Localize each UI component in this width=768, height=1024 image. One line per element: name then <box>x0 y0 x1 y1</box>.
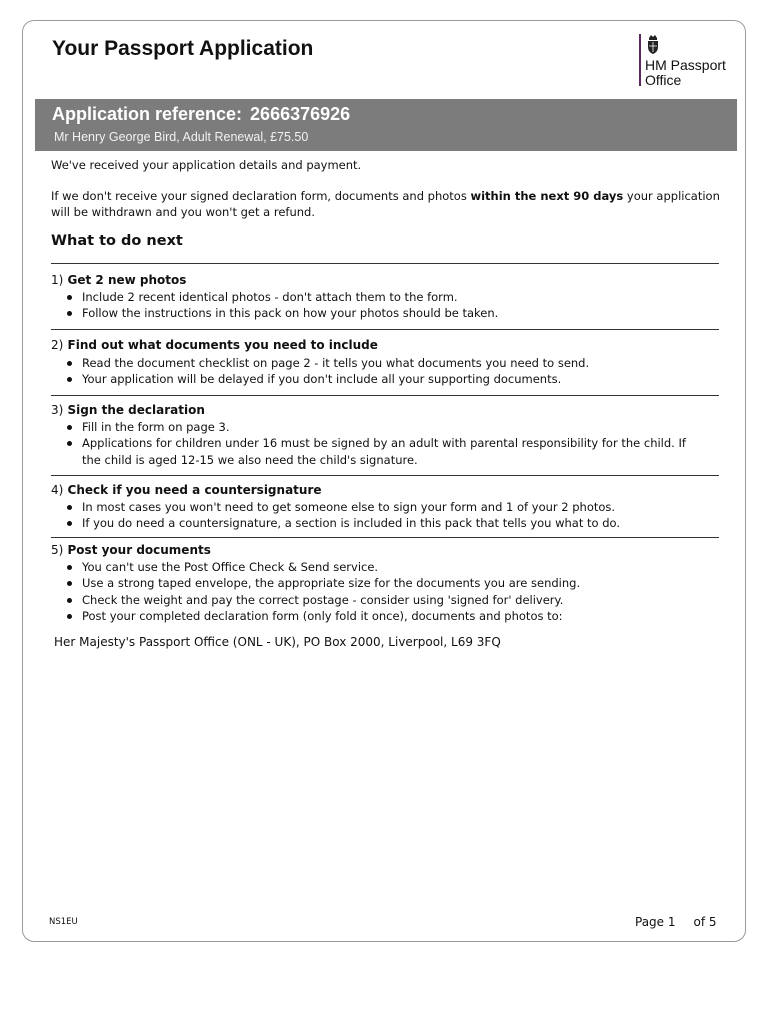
list-item: Fill in the form on page 3. <box>51 419 696 435</box>
divider <box>51 395 719 396</box>
application-reference <box>52 104 350 125</box>
step-number: 2) <box>51 338 64 352</box>
step-5-title <box>51 543 211 557</box>
step-4-title <box>51 483 322 497</box>
list-item: Use a strong taped envelope, the appropriate size for the documents you are sending. <box>51 575 711 591</box>
step-heading: Post your documents <box>67 543 211 557</box>
logo-divider <box>639 34 641 86</box>
withdrawal-warning <box>51 188 721 220</box>
received-message: We've received your application details and payment. <box>51 158 362 172</box>
list-item: If you do need a countersignature, a section is included in this pack that tells you what to do. <box>51 515 711 531</box>
reference-number: 2666376926 <box>250 104 351 124</box>
form-code: NS1EU <box>49 917 78 927</box>
list-item: In most cases you won't need to get someone else to sign your form and 1 of your 2 photos. <box>51 499 711 515</box>
step-heading: Find out what documents you need to include <box>67 338 378 352</box>
step-heading: Get 2 new photos <box>67 273 187 287</box>
list-item: Post your completed declaration form (only fold it once), documents and photos to: <box>51 608 711 624</box>
list-item: You can't use the Post Office Check & Send service. <box>51 559 711 575</box>
divider <box>51 329 719 330</box>
step-3-title <box>51 403 205 417</box>
list-item: Read the document checklist on page 2 - it tells you what documents you need to send. <box>51 355 711 371</box>
divider <box>51 475 719 476</box>
page-total: of 5 <box>693 915 717 929</box>
step-number: 4) <box>51 483 64 497</box>
step-heading: Sign the declaration <box>67 403 205 417</box>
applicant-summary: Mr Henry George Bird, Adult Renewal, £75.50 <box>54 130 309 144</box>
step-3-list <box>51 419 696 468</box>
page-label: Page 1 <box>635 915 676 929</box>
divider <box>51 263 719 264</box>
list-item: Include 2 recent identical photos - don't attach them to the form. <box>51 289 711 305</box>
list-item: Check the weight and pay the correct postage - consider using 'signed for' delivery. <box>51 592 711 608</box>
list-item: Follow the instructions in this pack on how your photos should be taken. <box>51 305 711 321</box>
step-2-title <box>51 338 378 352</box>
step-1-list <box>51 289 711 322</box>
divider <box>51 537 719 538</box>
royal-crest-icon <box>645 34 661 56</box>
step-5-list <box>51 559 711 624</box>
list-item: Applications for children under 16 must be signed by an adult with parental responsibility for the child. If the child is aged 12-15 we also need the child's signature. <box>51 435 696 468</box>
step-2-list <box>51 355 711 388</box>
step-number: 5) <box>51 543 64 557</box>
next-steps-heading: What to do next <box>51 233 183 249</box>
reference-banner <box>35 99 737 151</box>
hm-passport-office-logo <box>639 34 739 90</box>
reference-label: Application reference: <box>52 104 243 124</box>
step-heading: Check if you need a countersignature <box>67 483 322 497</box>
postal-address: Her Majesty's Passport Office (ONL - UK), PO Box 2000, Liverpool, L69 3FQ <box>54 635 501 649</box>
warning-text-start: If we don't receive your signed declaration form, documents and photos <box>51 189 471 203</box>
warning-text-end: your application will be withdrawn and you won't get a refund. <box>51 189 720 219</box>
logo-text: HM Passport Office <box>645 57 726 88</box>
step-number: 1) <box>51 273 64 287</box>
page-title: Your Passport Application <box>52 37 314 60</box>
list-item: Your application will be delayed if you don't include all your supporting documents. <box>51 371 711 387</box>
page-number <box>635 915 717 929</box>
step-number: 3) <box>51 403 64 417</box>
step-4-list <box>51 499 711 532</box>
step-1-title <box>51 273 186 287</box>
warning-deadline: within the next 90 days <box>470 189 624 203</box>
